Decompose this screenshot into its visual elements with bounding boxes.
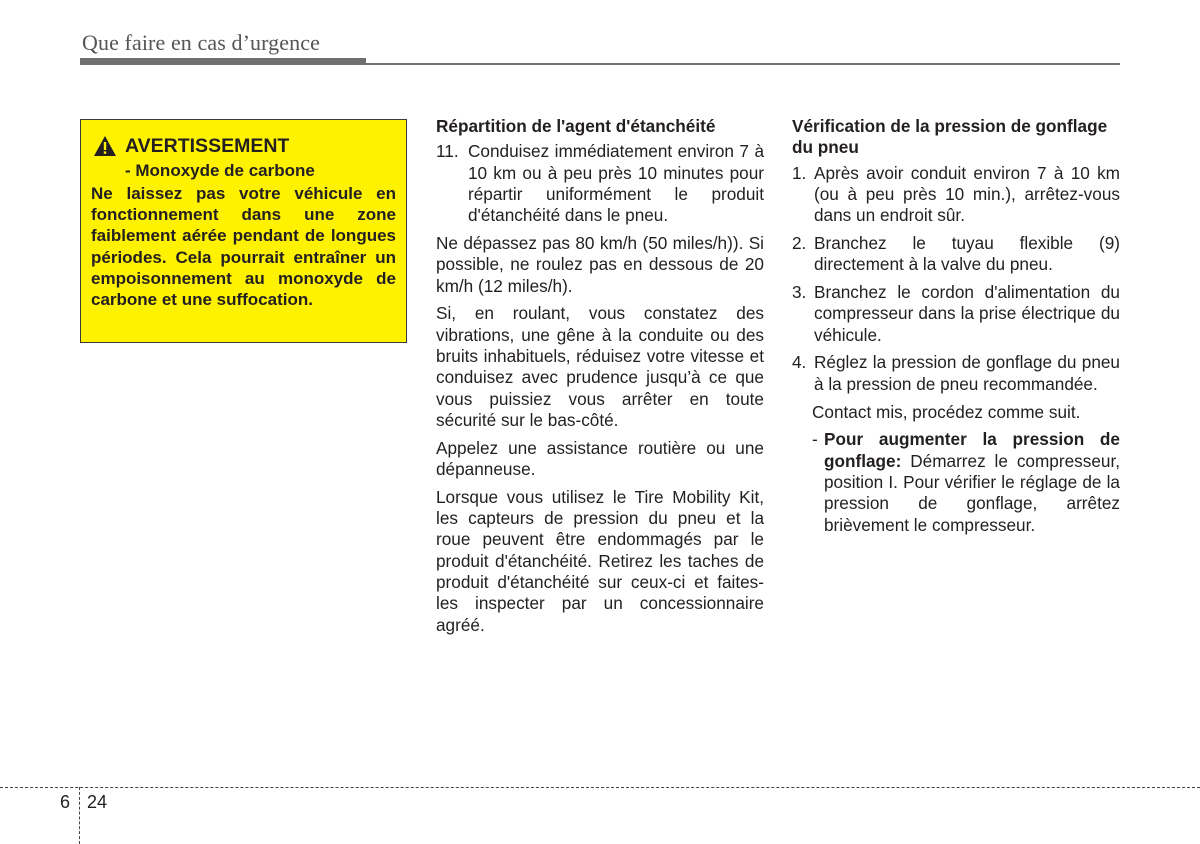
header-rule-thick [80, 58, 366, 65]
page-number: 24 [87, 792, 108, 812]
step-item [436, 141, 764, 226]
footer-vertical-divider [79, 787, 80, 844]
paragraph: Lorsque vous utilisez le Tire Mobility Kit, les capteurs de pression du pneu et la roue peuvent être endommagés par le produit d'étanchéité. Retirez les taches de produit d'étanchéité sur ceux-ci et faites-les inspecter par un concessionnaire agréé. [436, 486, 764, 635]
step-number: 4. [792, 352, 807, 373]
chapter-number: 6 [60, 792, 71, 812]
step-item [792, 282, 1120, 346]
right-heading: Vérification de la pression de gonflage du pneu [792, 116, 1108, 158]
footer-divider [0, 787, 1200, 788]
step-number: 1. [792, 162, 807, 183]
paragraph: Appelez une assistance routière ou une dépanneuse. [436, 437, 764, 479]
sub-item-bold: Pour augmenter la pression de gonflage: [824, 429, 1120, 471]
warning-body: Ne laissez pas votre véhicule en fonctionnement dans une zone faiblement aérée pendant de longues périodes. Cela pourrait entraîner un empoisonnement au monoxyde de carbone et une suffocation. [91, 184, 396, 310]
warning-title: AVERTISSEMENT [125, 134, 290, 157]
sub-item-rest: Démarrez le compresseur, position I. Pour vérifier le réglage de la pression de gonflage, arrêtez brièvement le compresseur. [824, 450, 1120, 535]
step-number: 3. [792, 282, 807, 303]
step-text: Branchez le cordon d'alimentation du compresseur dans la prise électrique du véhicule. [814, 282, 1120, 345]
middle-column [436, 116, 764, 642]
note-text: Contact mis, procédez comme suit. [812, 401, 1081, 422]
page-header-title: Que faire en cas d’urgence [82, 30, 320, 55]
warning-header [91, 134, 396, 158]
right-column [792, 116, 1120, 536]
step-text: Branchez le tuyau flexible (9) directement à la valve du pneu. [814, 232, 1120, 275]
step-text: Réglez la pression de gonflage du pneu à la pression de pneu recommandée. [814, 352, 1120, 394]
header-rule-thin [366, 63, 1120, 65]
sub-item-text [824, 429, 1120, 535]
step-item [792, 233, 1120, 276]
warning-subtitle: - Monoxyde de carbone [125, 161, 315, 180]
step-item [792, 163, 1120, 227]
warning-box [80, 119, 407, 343]
step-text: Après avoir conduit environ 7 à 10 km (ou à peu près 10 min.), arrêtez-vous dans un endroit sûr. [814, 162, 1120, 226]
step-number: 11. [436, 141, 459, 162]
warning-triangle-icon [93, 135, 117, 157]
step-item [792, 352, 1120, 395]
paragraph: Ne dépassez pas 80 km/h (50 miles/h)). Si possible, ne roulez pas en dessous de 20 km/h (12 miles/h). [436, 232, 764, 296]
dash-bullet: - [812, 429, 818, 450]
middle-heading: Répartition de l'agent d'étanchéité [436, 116, 716, 136]
step-number: 2. [792, 232, 807, 253]
sub-item [812, 429, 1120, 535]
step-text: Conduisez immédiatement environ 7 à 10 km ou à peu près 10 minutes pour répartir uniformément le produit d'étanchéité dans le pneu. [468, 141, 764, 226]
paragraph: Si, en roulant, vous constatez des vibrations, une gêne à la conduite ou des bruits inhabituels, réduisez votre vitesse et conduisez avec prudence jusqu’à ce que vous puissiez vous arrêter en toute sécurité sur le bas-côté. [436, 303, 764, 430]
